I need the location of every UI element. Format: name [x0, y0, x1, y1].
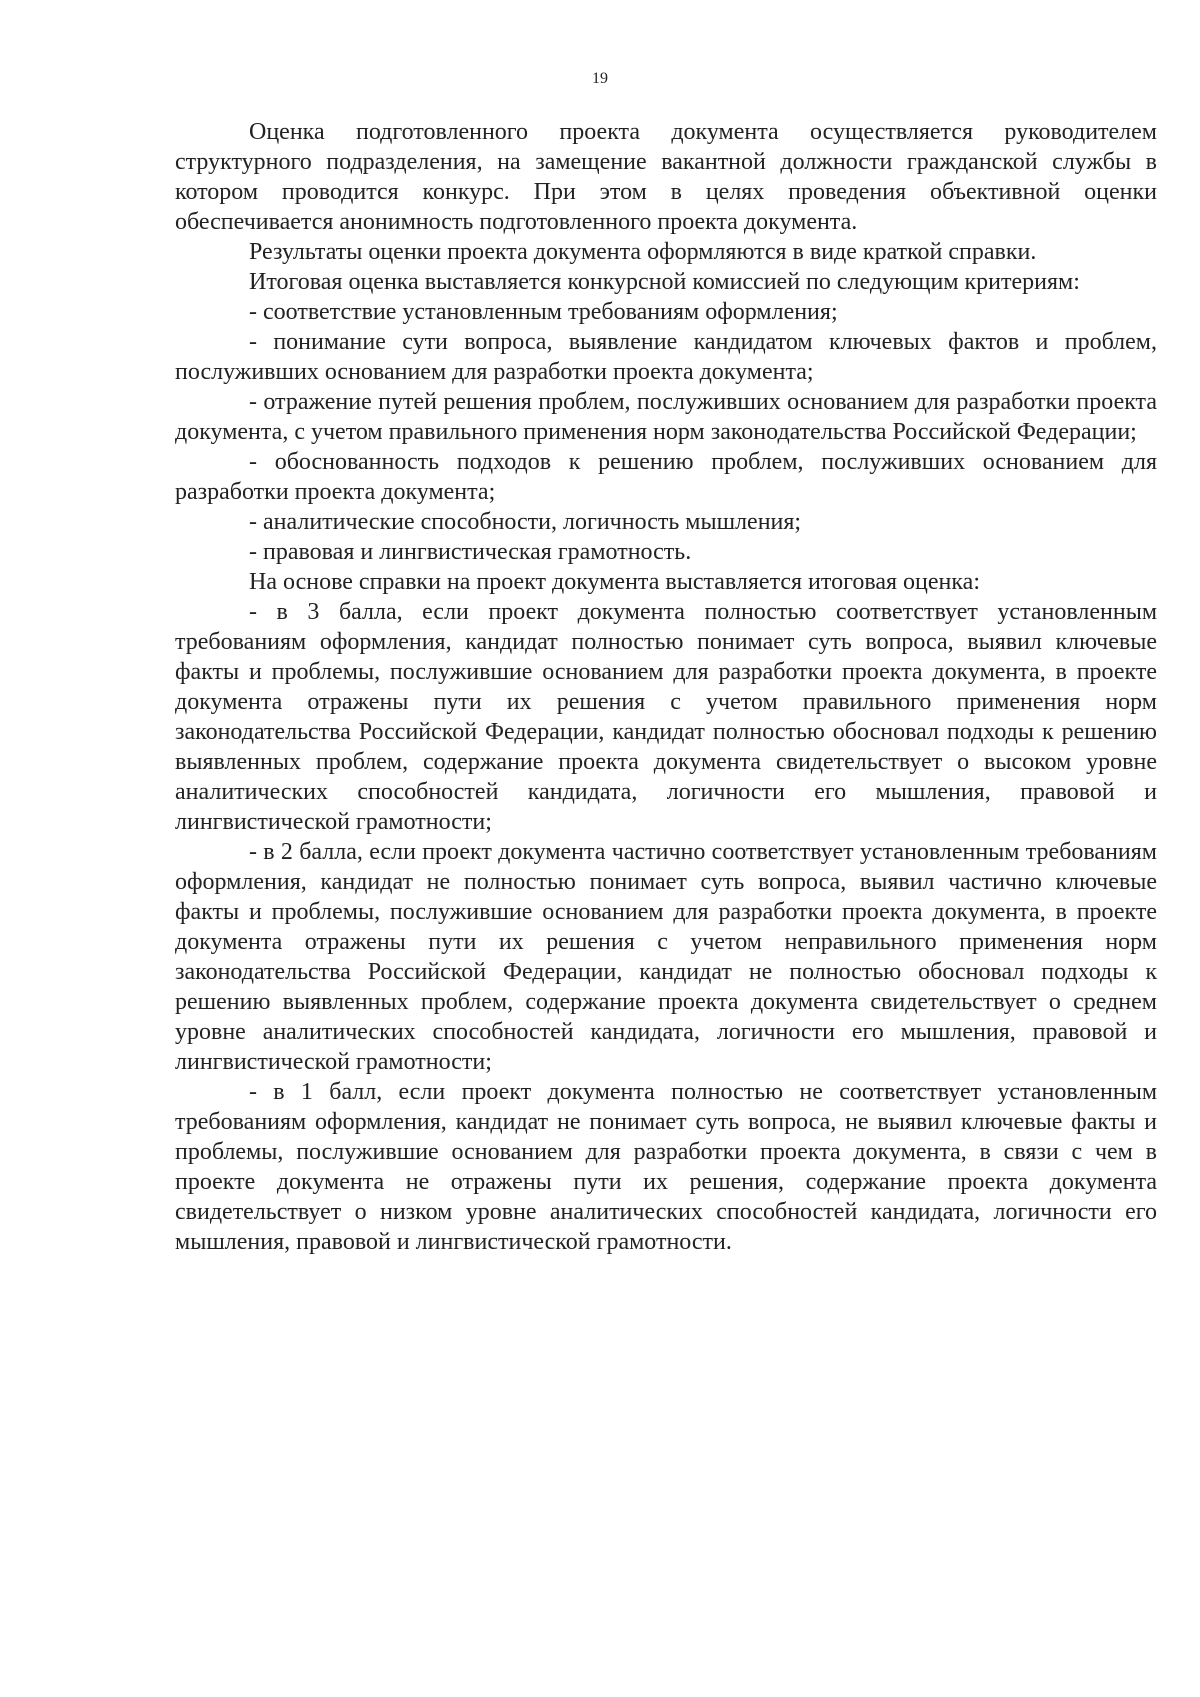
criterion-justification: - обоснованность подходов к решению проблем, послуживших основанием для разработки проекта документа;: [175, 449, 1157, 505]
criterion-solutions: - отражение путей решения проблем, послуживших основанием для разработки проекта документа, с учетом правильного применения норм законодательства Российской Федерации;: [175, 389, 1157, 445]
criterion-literacy: - правовая и лингвистическая грамотность.: [249, 539, 692, 565]
paragraph-criteria-intro: Итоговая оценка выставляется конкурсной комиссией по следующим критериям:: [249, 269, 1080, 295]
criterion-understanding: - понимание сути вопроса, выявление кандидатом ключевых фактов и проблем, послуживших основанием для разработки проекта документа;: [175, 329, 1157, 385]
paragraph-score-intro: На основе справки на проект документа выставляется итоговая оценка:: [249, 569, 980, 595]
paragraph-assessment-results: Результаты оценки проекта документа оформляются в виде краткой справки.: [249, 239, 1037, 265]
page-number: 19: [592, 70, 608, 87]
criterion-analytical: - аналитические способности, логичность мышления;: [249, 509, 802, 535]
score-1-point: - в 1 балл, если проект документа полностью не соответствует установленным требованиям оформления, кандидат не понимает суть вопроса, не выявил ключевые факты и проблемы, послужившие основанием для разработки проекта документа, в связи с чем в проекте документа не отражены пути их решения, содержание проекта документа свидетельствует о низком уровне аналитических способностей кандидата, логичности его мышления, правовой и лингвистической грамотности.: [175, 1079, 1157, 1255]
paragraph-assessment-intro: Оценка подготовленного проекта документа осуществляется руководителем структурного подразделения, на замещение вакантной должности гражданской службы в котором проводится конкурс. При этом в целях проведения объективной оценки обеспечивается анонимность подготовленного проекта документа.: [175, 119, 1157, 235]
score-3-points: - в 3 балла, если проект документа полностью соответствует установленным требованиям оформления, кандидат полностью понимает суть вопроса, выявил ключевые факты и проблемы, послужившие основанием для разработки проекта документа, в проекте документа отражены пути их решения с учетом правильного применения норм законодательства Российской Федерации, кандидат полностью обосновал подходы к решению выявленных проблем, содержание проекта документа свидетельствует о высоком уровне аналитических способностей кандидата, логичности его мышления, правовой и лингвистической грамотности;: [175, 599, 1157, 835]
criterion-formatting: - соответствие установленным требованиям оформления;: [249, 299, 838, 325]
score-2-points: - в 2 балла, если проект документа частично соответствует установленным требованиям оформления, кандидат не полностью понимает суть вопроса, выявил частично ключевые факты и проблемы, послужившие основанием для разработки проекта документа, в проекте документа отражены пути их решения с учетом неправильного применения норм законодательства Российской Федерации, кандидат не полностью обосновал подходы к решению выявленных проблем, содержание проекта документа свидетельствует о среднем уровне аналитических способностей кандидата, логичности его мышления, правовой и лингвистической грамотности;: [175, 839, 1157, 1075]
document-body: [175, 117, 1157, 1257]
